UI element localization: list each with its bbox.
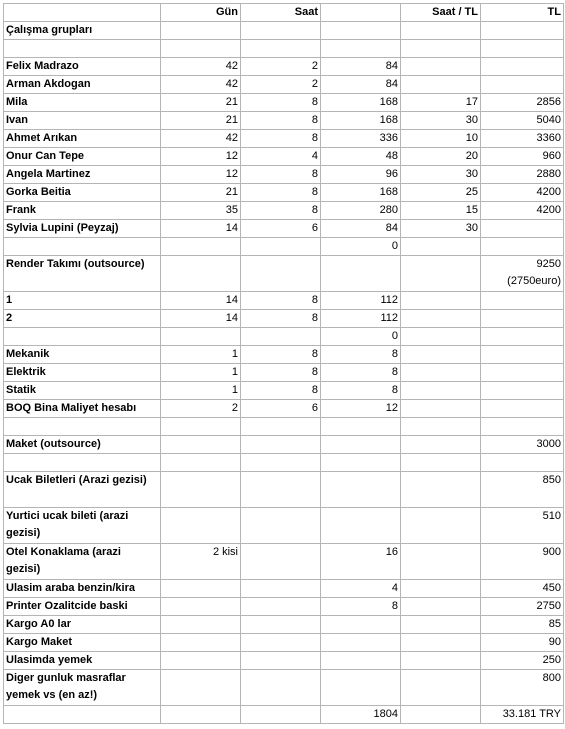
saat-cell[interactable]: 8 xyxy=(241,130,321,148)
rate-cell[interactable] xyxy=(401,238,481,256)
gun-cell[interactable] xyxy=(161,634,241,652)
saat-cell[interactable] xyxy=(241,436,321,454)
rate-cell[interactable] xyxy=(401,580,481,598)
tl-cell[interactable] xyxy=(481,382,564,400)
saat-cell[interactable]: 2 xyxy=(241,76,321,94)
total-cell[interactable] xyxy=(321,22,401,40)
saat-cell[interactable] xyxy=(241,418,321,436)
total-cell[interactable]: 8 xyxy=(321,364,401,382)
total-cell[interactable] xyxy=(321,634,401,652)
table-row xyxy=(4,364,564,382)
saat-cell[interactable] xyxy=(241,706,321,724)
rate-cell[interactable] xyxy=(401,22,481,40)
table-row xyxy=(4,508,564,544)
total-cell[interactable]: 0 xyxy=(321,238,401,256)
header-cell-gun[interactable]: Gün xyxy=(161,4,241,22)
total-cell[interactable] xyxy=(321,436,401,454)
label-cell[interactable]: Onur Can Tepe xyxy=(4,148,161,166)
total-cell[interactable] xyxy=(321,454,401,472)
tl-cell[interactable]: 900 xyxy=(481,544,564,580)
tl-cell[interactable]: 5040 xyxy=(481,112,564,130)
total-cell[interactable]: 168 xyxy=(321,184,401,202)
gun-cell[interactable]: 2 xyxy=(161,400,241,418)
rate-cell[interactable] xyxy=(401,436,481,454)
gun-cell[interactable] xyxy=(161,436,241,454)
gun-cell[interactable]: 14 xyxy=(161,310,241,328)
gun-cell[interactable]: 42 xyxy=(161,76,241,94)
gun-cell[interactable] xyxy=(161,706,241,724)
label-cell[interactable]: Frank xyxy=(4,202,161,220)
saat-cell[interactable] xyxy=(241,544,321,580)
tl-cell[interactable] xyxy=(481,328,564,346)
total-cell[interactable]: 48 xyxy=(321,148,401,166)
table-row xyxy=(4,400,564,418)
table-row xyxy=(4,292,564,310)
label-cell[interactable]: Maket (outsource) xyxy=(4,436,161,454)
table-row xyxy=(4,76,564,94)
saat-cell[interactable]: 8 xyxy=(241,202,321,220)
gun-cell[interactable]: 2 kisi xyxy=(161,544,241,580)
saat-cell[interactable]: 6 xyxy=(241,400,321,418)
saat-cell[interactable]: 8 xyxy=(241,166,321,184)
gun-cell[interactable] xyxy=(161,652,241,670)
label-cell[interactable]: Yurtici ucak bileti (arazi gezisi) xyxy=(4,508,161,544)
table-row xyxy=(4,130,564,148)
gun-cell[interactable] xyxy=(161,40,241,58)
total-cell[interactable] xyxy=(321,472,401,508)
tl-cell[interactable] xyxy=(481,58,564,76)
total-cell[interactable]: 1804 xyxy=(321,706,401,724)
saat-cell[interactable] xyxy=(241,454,321,472)
saat-cell[interactable] xyxy=(241,238,321,256)
rate-cell[interactable] xyxy=(401,256,481,292)
saat-cell[interactable]: 2 xyxy=(241,58,321,76)
tl-cell[interactable]: 2856 xyxy=(481,94,564,112)
rate-cell[interactable] xyxy=(401,454,481,472)
tl-cell[interactable] xyxy=(481,364,564,382)
label-cell[interactable]: 1 xyxy=(4,292,161,310)
table-row xyxy=(4,112,564,130)
table-row xyxy=(4,256,564,292)
tl-cell[interactable] xyxy=(481,40,564,58)
total-cell[interactable] xyxy=(321,256,401,292)
tl-cell[interactable] xyxy=(481,454,564,472)
tl-cell[interactable]: 85 xyxy=(481,616,564,634)
gun-cell[interactable] xyxy=(161,508,241,544)
table-row xyxy=(4,220,564,238)
table-row xyxy=(4,652,564,670)
label-cell[interactable]: Sylvia Lupini (Peyzaj) xyxy=(4,220,161,238)
label-cell[interactable]: Diger gunluk masraflar yemek vs (en az!) xyxy=(4,670,161,706)
tl-cell[interactable]: 2880 xyxy=(481,166,564,184)
label-cell[interactable]: Kargo Maket xyxy=(4,634,161,652)
table-row xyxy=(4,472,564,508)
tl-cell[interactable]: 33.181 TRY xyxy=(481,706,564,724)
label-cell[interactable]: Felix Madrazo xyxy=(4,58,161,76)
total-cell[interactable]: 16 xyxy=(321,544,401,580)
gun-cell[interactable]: 12 xyxy=(161,148,241,166)
saat-cell[interactable] xyxy=(241,40,321,58)
label-cell[interactable] xyxy=(4,40,161,58)
rate-cell[interactable] xyxy=(401,400,481,418)
label-cell[interactable]: Ivan xyxy=(4,112,161,130)
rate-cell[interactable] xyxy=(401,652,481,670)
table-row xyxy=(4,58,564,76)
table-row xyxy=(4,670,564,706)
saat-cell[interactable]: 8 xyxy=(241,382,321,400)
tl-cell[interactable]: 3000 xyxy=(481,436,564,454)
saat-cell[interactable]: 8 xyxy=(241,112,321,130)
label-cell[interactable]: 2 xyxy=(4,310,161,328)
saat-cell[interactable] xyxy=(241,256,321,292)
label-cell[interactable]: Ulasimda yemek xyxy=(4,652,161,670)
gun-cell[interactable]: 14 xyxy=(161,292,241,310)
total-cell[interactable]: 4 xyxy=(321,580,401,598)
gun-cell[interactable] xyxy=(161,616,241,634)
tl-cell[interactable] xyxy=(481,346,564,364)
table-row xyxy=(4,634,564,652)
label-cell[interactable]: Elektrik xyxy=(4,364,161,382)
saat-cell[interactable]: 8 xyxy=(241,184,321,202)
header-cell-saat-tl[interactable]: Saat / TL xyxy=(401,4,481,22)
rate-cell[interactable] xyxy=(401,364,481,382)
table-row xyxy=(4,544,564,580)
label-cell[interactable]: Ahmet Arıkan xyxy=(4,130,161,148)
label-cell[interactable] xyxy=(4,454,161,472)
total-cell[interactable]: 84 xyxy=(321,76,401,94)
rate-cell[interactable] xyxy=(401,310,481,328)
saat-cell[interactable] xyxy=(241,472,321,508)
gun-cell[interactable] xyxy=(161,22,241,40)
gun-cell[interactable]: 14 xyxy=(161,220,241,238)
header-cell-saat[interactable]: Saat xyxy=(241,4,321,22)
tl-cell[interactable] xyxy=(481,76,564,94)
rate-cell[interactable] xyxy=(401,508,481,544)
tl-cell[interactable]: 9250 (2750euro) xyxy=(481,256,564,292)
gun-cell[interactable]: 21 xyxy=(161,184,241,202)
rate-cell[interactable]: 30 xyxy=(401,220,481,238)
saat-cell[interactable]: 8 xyxy=(241,94,321,112)
tl-cell[interactable] xyxy=(481,292,564,310)
gun-cell[interactable]: 42 xyxy=(161,58,241,76)
label-cell[interactable]: Arman Akdogan xyxy=(4,76,161,94)
rate-cell[interactable]: 20 xyxy=(401,148,481,166)
table-row xyxy=(4,94,564,112)
label-cell[interactable] xyxy=(4,328,161,346)
label-cell[interactable]: Kargo A0 lar xyxy=(4,616,161,634)
total-cell[interactable]: 84 xyxy=(321,58,401,76)
saat-cell[interactable] xyxy=(241,598,321,616)
gun-cell[interactable]: 1 xyxy=(161,364,241,382)
table-row xyxy=(4,328,564,346)
tl-cell[interactable]: 4200 xyxy=(481,184,564,202)
total-cell[interactable]: 0 xyxy=(321,328,401,346)
gun-cell[interactable]: 12 xyxy=(161,166,241,184)
gun-cell[interactable] xyxy=(161,328,241,346)
saat-cell[interactable] xyxy=(241,328,321,346)
tl-cell[interactable]: 510 xyxy=(481,508,564,544)
gun-cell[interactable] xyxy=(161,454,241,472)
table-row xyxy=(4,184,564,202)
label-cell[interactable]: Çalışma grupları xyxy=(4,22,161,40)
saat-cell[interactable] xyxy=(241,616,321,634)
saat-cell[interactable]: 8 xyxy=(241,310,321,328)
total-cell[interactable]: 168 xyxy=(321,112,401,130)
saat-cell[interactable] xyxy=(241,508,321,544)
table-row xyxy=(4,616,564,634)
saat-cell[interactable]: 6 xyxy=(241,220,321,238)
tl-cell[interactable]: 450 xyxy=(481,580,564,598)
table-row xyxy=(4,454,564,472)
gun-cell[interactable]: 21 xyxy=(161,94,241,112)
rate-cell[interactable] xyxy=(401,706,481,724)
tl-cell[interactable]: 850 xyxy=(481,472,564,508)
rate-cell[interactable]: 15 xyxy=(401,202,481,220)
tl-cell[interactable]: 3360 xyxy=(481,130,564,148)
label-cell[interactable] xyxy=(4,418,161,436)
label-cell[interactable] xyxy=(4,706,161,724)
tl-cell[interactable] xyxy=(481,238,564,256)
tl-cell[interactable]: 250 xyxy=(481,652,564,670)
total-cell[interactable] xyxy=(321,418,401,436)
tl-cell[interactable] xyxy=(481,418,564,436)
total-cell[interactable]: 168 xyxy=(321,94,401,112)
label-cell[interactable]: Statik xyxy=(4,382,161,400)
rate-cell[interactable] xyxy=(401,418,481,436)
rate-cell[interactable] xyxy=(401,598,481,616)
table-row xyxy=(4,238,564,256)
total-cell[interactable]: 8 xyxy=(321,346,401,364)
table-row xyxy=(4,166,564,184)
label-cell[interactable]: Render Takımı (outsource) xyxy=(4,256,161,292)
header-row xyxy=(4,4,564,22)
table-row xyxy=(4,382,564,400)
tl-cell[interactable]: 4200 xyxy=(481,202,564,220)
total-cell[interactable]: 8 xyxy=(321,382,401,400)
total-cell[interactable]: 280 xyxy=(321,202,401,220)
table-row xyxy=(4,706,564,724)
rate-cell[interactable] xyxy=(401,328,481,346)
saat-cell[interactable] xyxy=(241,634,321,652)
saat-cell[interactable] xyxy=(241,652,321,670)
rate-cell[interactable] xyxy=(401,634,481,652)
gun-cell[interactable] xyxy=(161,256,241,292)
rate-cell[interactable] xyxy=(401,472,481,508)
header-cell-total[interactable] xyxy=(321,4,401,22)
table-row xyxy=(4,22,564,40)
header-cell-label[interactable] xyxy=(4,4,161,22)
tl-cell[interactable] xyxy=(481,22,564,40)
rate-cell[interactable] xyxy=(401,292,481,310)
table-row xyxy=(4,418,564,436)
gun-cell[interactable] xyxy=(161,418,241,436)
table-row xyxy=(4,436,564,454)
saat-cell[interactable]: 8 xyxy=(241,346,321,364)
rate-cell[interactable] xyxy=(401,616,481,634)
total-cell[interactable] xyxy=(321,40,401,58)
rate-cell[interactable]: 25 xyxy=(401,184,481,202)
total-cell[interactable] xyxy=(321,508,401,544)
table-row xyxy=(4,598,564,616)
total-cell[interactable]: 96 xyxy=(321,166,401,184)
header-cell-tl[interactable]: TL xyxy=(481,4,564,22)
gun-cell[interactable] xyxy=(161,472,241,508)
table-row xyxy=(4,148,564,166)
saat-cell[interactable] xyxy=(241,22,321,40)
table-row xyxy=(4,580,564,598)
saat-cell[interactable]: 8 xyxy=(241,364,321,382)
total-cell[interactable]: 112 xyxy=(321,292,401,310)
label-cell[interactable] xyxy=(4,238,161,256)
total-cell[interactable]: 12 xyxy=(321,400,401,418)
label-cell[interactable]: Printer Ozalitcide baski xyxy=(4,598,161,616)
gun-cell[interactable]: 1 xyxy=(161,346,241,364)
rate-cell[interactable]: 10 xyxy=(401,130,481,148)
label-cell[interactable]: Ucak Biletleri (Arazi gezisi) xyxy=(4,472,161,508)
gun-cell[interactable] xyxy=(161,598,241,616)
total-cell[interactable]: 336 xyxy=(321,130,401,148)
rate-cell[interactable] xyxy=(401,544,481,580)
saat-cell[interactable]: 8 xyxy=(241,292,321,310)
total-cell[interactable]: 84 xyxy=(321,220,401,238)
tl-cell[interactable] xyxy=(481,310,564,328)
label-cell[interactable]: Angela Martinez xyxy=(4,166,161,184)
total-cell[interactable]: 8 xyxy=(321,598,401,616)
tl-cell[interactable] xyxy=(481,400,564,418)
tl-cell[interactable]: 800 xyxy=(481,670,564,706)
rate-cell[interactable]: 17 xyxy=(401,94,481,112)
label-cell[interactable]: Mila xyxy=(4,94,161,112)
label-cell[interactable]: Mekanik xyxy=(4,346,161,364)
rate-cell[interactable] xyxy=(401,346,481,364)
table-row xyxy=(4,346,564,364)
table-row xyxy=(4,202,564,220)
rate-cell[interactable]: 30 xyxy=(401,112,481,130)
gun-cell[interactable] xyxy=(161,238,241,256)
rate-cell[interactable] xyxy=(401,670,481,706)
tl-cell[interactable] xyxy=(481,220,564,238)
gun-cell[interactable] xyxy=(161,670,241,706)
rate-cell[interactable] xyxy=(401,40,481,58)
table-row xyxy=(4,310,564,328)
gun-cell[interactable]: 35 xyxy=(161,202,241,220)
rate-cell[interactable] xyxy=(401,76,481,94)
rate-cell[interactable] xyxy=(401,382,481,400)
total-cell[interactable]: 112 xyxy=(321,310,401,328)
label-cell[interactable]: Ulasim araba benzin/kira xyxy=(4,580,161,598)
tl-cell[interactable]: 90 xyxy=(481,634,564,652)
total-cell[interactable] xyxy=(321,652,401,670)
rate-cell[interactable] xyxy=(401,58,481,76)
saat-cell[interactable] xyxy=(241,670,321,706)
spreadsheet-table xyxy=(3,3,564,724)
label-cell[interactable]: BOQ Bina Maliyet hesabı xyxy=(4,400,161,418)
gun-cell[interactable] xyxy=(161,580,241,598)
gun-cell[interactable]: 42 xyxy=(161,130,241,148)
label-cell[interactable]: Otel Konaklama (arazi gezisi) xyxy=(4,544,161,580)
tl-cell[interactable]: 2750 xyxy=(481,598,564,616)
label-cell[interactable]: Gorka Beitia xyxy=(4,184,161,202)
gun-cell[interactable]: 1 xyxy=(161,382,241,400)
tl-cell[interactable]: 960 xyxy=(481,148,564,166)
total-cell[interactable] xyxy=(321,616,401,634)
rate-cell[interactable]: 30 xyxy=(401,166,481,184)
total-cell[interactable] xyxy=(321,670,401,706)
saat-cell[interactable] xyxy=(241,580,321,598)
saat-cell[interactable]: 4 xyxy=(241,148,321,166)
gun-cell[interactable]: 21 xyxy=(161,112,241,130)
table-row xyxy=(4,40,564,58)
